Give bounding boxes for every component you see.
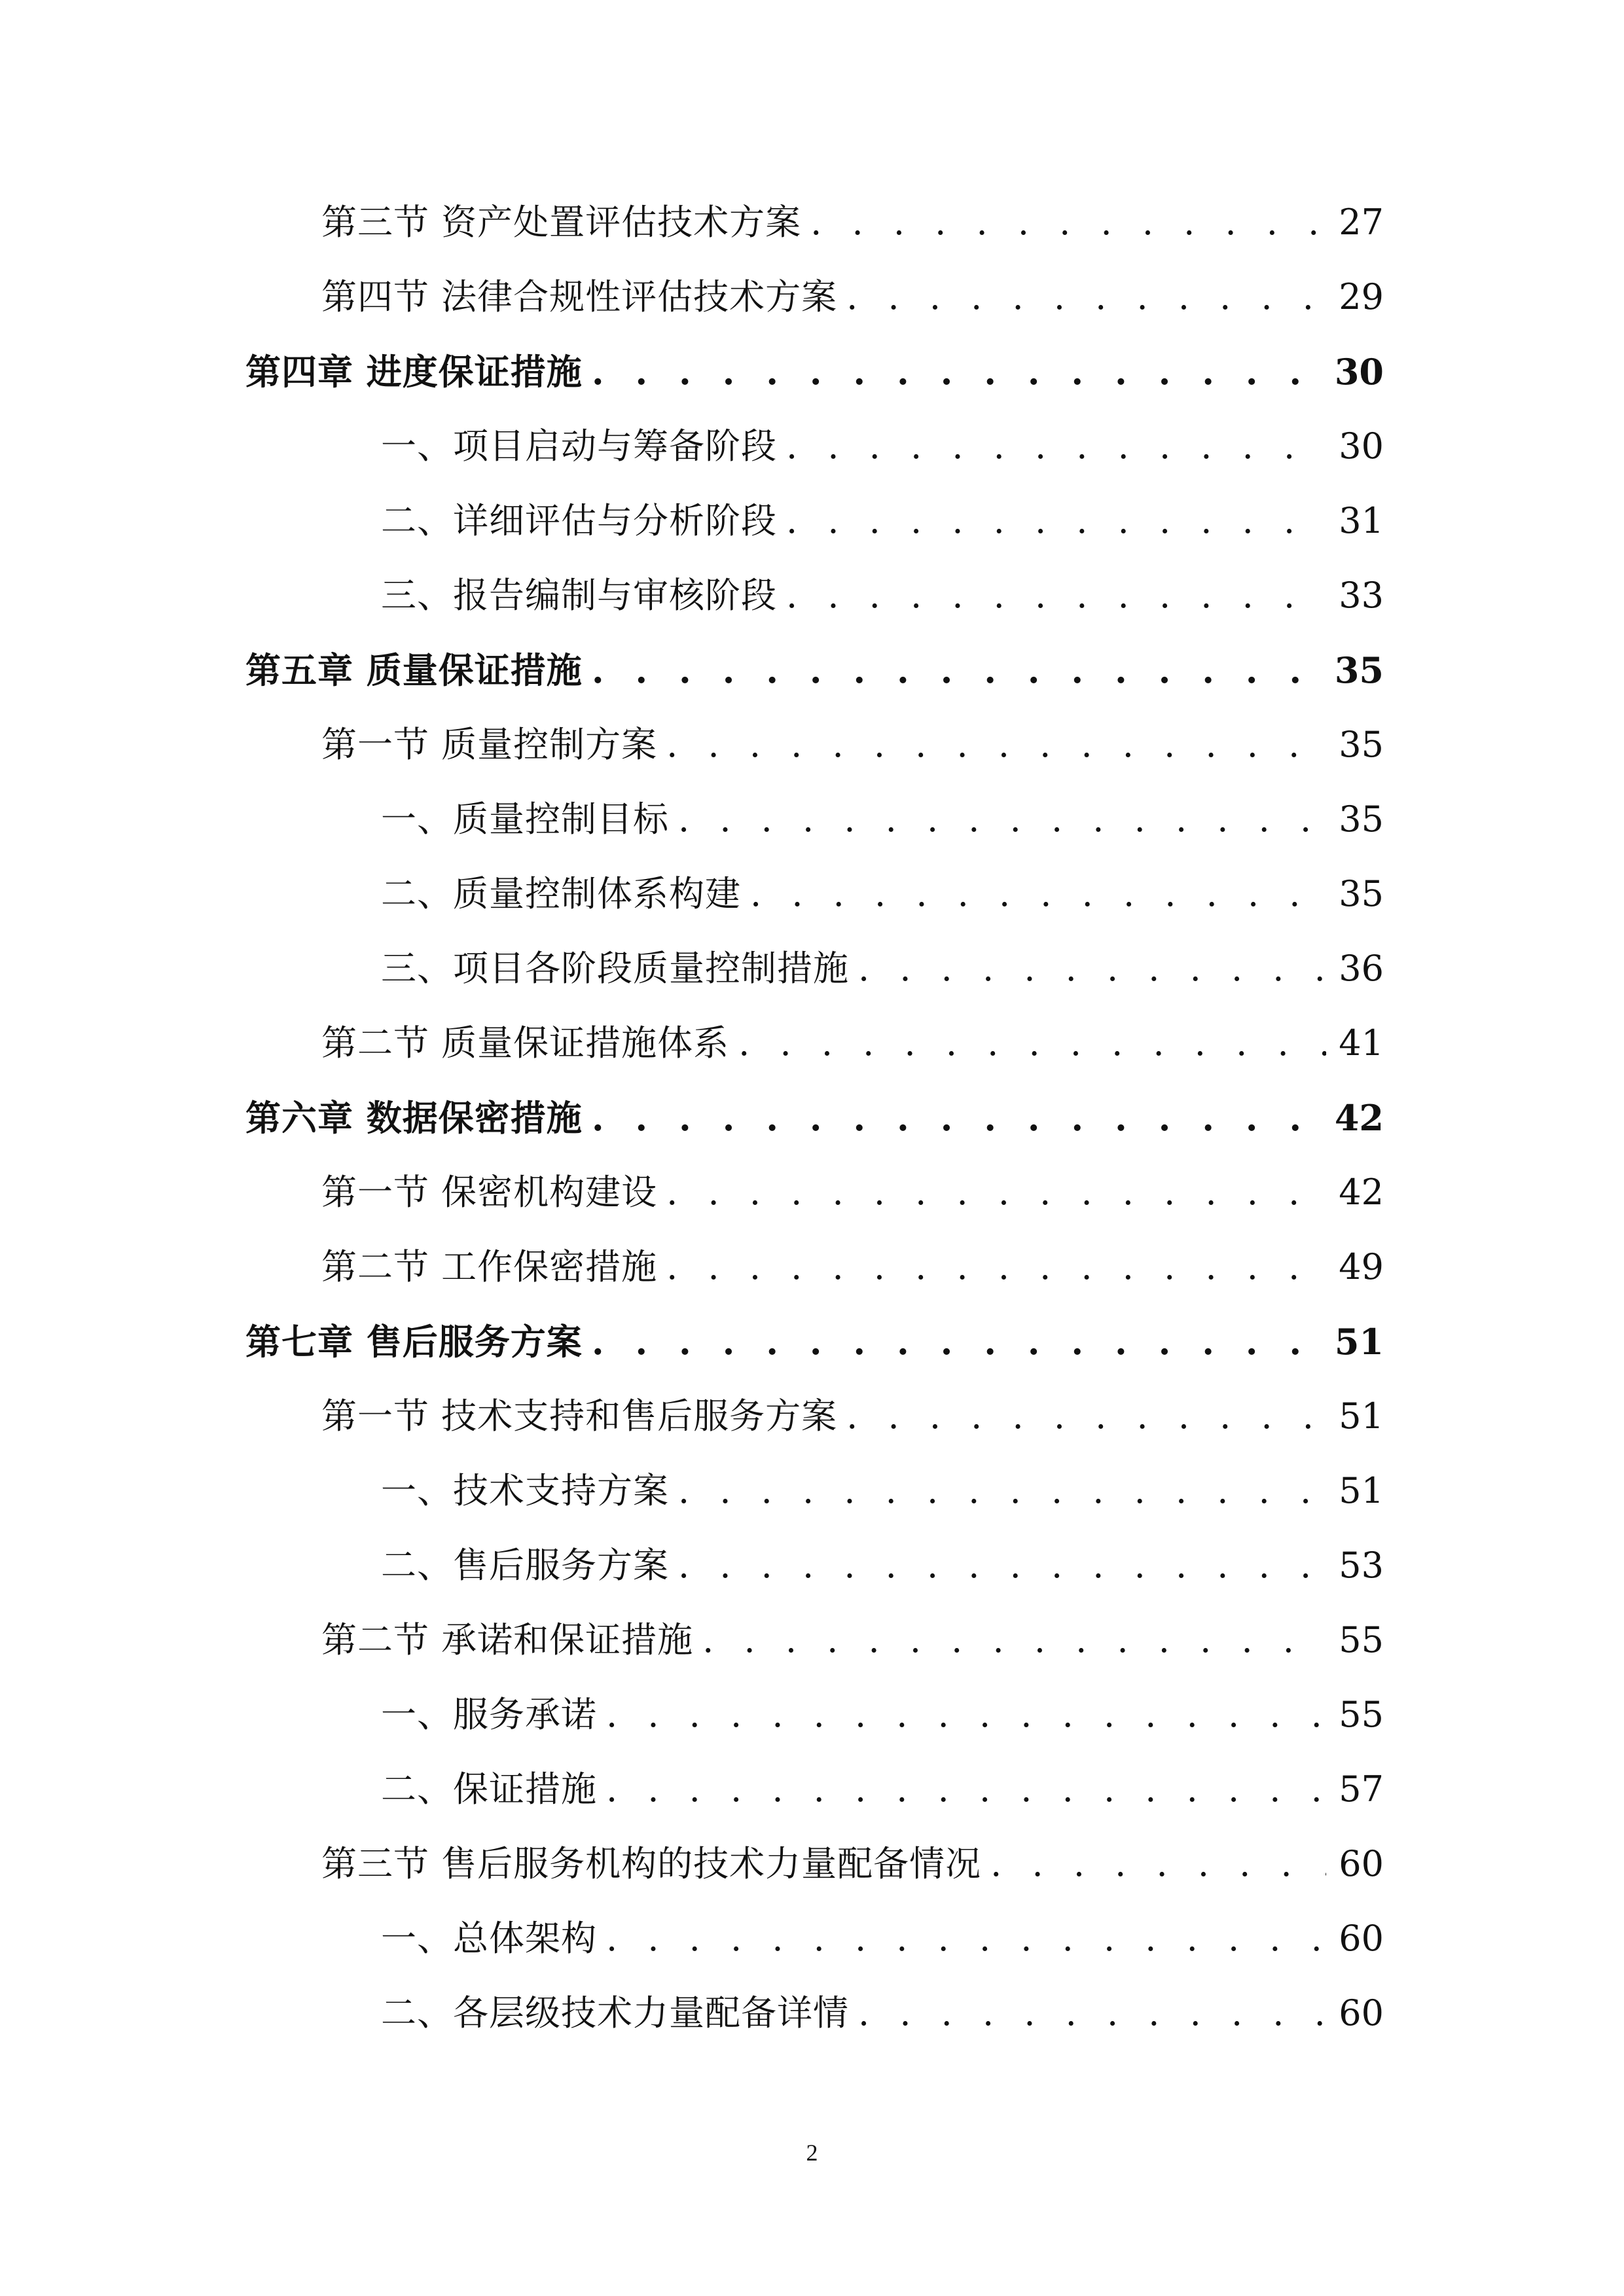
toc-entry-page: 51: [1339, 1470, 1384, 1511]
toc-entry-label: 一、项目启动与筹备阶段: [381, 425, 777, 467]
toc-leader-dots: [592, 342, 1323, 401]
toc-entry[interactable]: [321, 1238, 1384, 1297]
toc-leader-dots: [592, 1312, 1323, 1371]
toc-entry-label: 三、报告编制与审核阶段: [381, 575, 777, 616]
toc-entry-label: 第三节 资产处置评估技术方案: [321, 202, 802, 243]
toc-entry-page: 36: [1339, 948, 1384, 989]
toc-entry-page: 51: [1339, 1395, 1384, 1437]
toc-entry[interactable]: [381, 1909, 1384, 1968]
toc-entry-page: 30: [1334, 351, 1384, 393]
toc-entry-page: 35: [1339, 873, 1384, 914]
toc-entry[interactable]: [245, 641, 1384, 700]
toc-entry-page: 30: [1339, 425, 1384, 467]
toc-entry-page: 27: [1339, 202, 1384, 243]
toc-entry-label: 二、质量控制体系构建: [381, 873, 741, 914]
toc-entry-page: 35: [1339, 798, 1384, 840]
toc-entry-page: 42: [1334, 1097, 1384, 1139]
toc-leader-dots: [846, 1387, 1326, 1446]
toc-entry[interactable]: [245, 342, 1384, 401]
toc-entry-page: 60: [1339, 1992, 1384, 2034]
toc-leader-dots: [666, 715, 1326, 774]
toc-entry-page: 33: [1339, 575, 1384, 616]
toc-entry[interactable]: [321, 268, 1384, 327]
toc-leader-dots: [786, 566, 1326, 625]
toc-entry-label: 一、技术支持方案: [381, 1470, 669, 1511]
toc-entry-page: 60: [1339, 1918, 1384, 1959]
toc-entry-label: 第一节 质量控制方案: [321, 724, 658, 765]
toc-entry-label: 第二节 质量保证措施体系: [321, 1022, 730, 1064]
toc-entry-page: 57: [1339, 1768, 1384, 1810]
toc-entry[interactable]: [321, 193, 1384, 252]
toc-entry[interactable]: [321, 1163, 1384, 1222]
toc-leader-dots: [738, 1014, 1326, 1073]
toc-entry-label: 第一节 技术支持和售后服务方案: [321, 1395, 838, 1437]
toc-entry[interactable]: [381, 1685, 1384, 1744]
toc-entry[interactable]: [321, 1014, 1384, 1073]
toc-leader-dots: [858, 939, 1326, 998]
toc-entry-label: 第二节 工作保密措施: [321, 1246, 658, 1287]
toc-entry-label: 一、质量控制目标: [381, 798, 669, 840]
toc-entry[interactable]: [381, 492, 1384, 550]
toc-entry[interactable]: [381, 417, 1384, 476]
toc-entry-page: 31: [1339, 500, 1384, 541]
toc-leader-dots: [666, 1163, 1326, 1222]
toc-entry[interactable]: [321, 1611, 1384, 1670]
toc-entry-label: 二、保证措施: [381, 1768, 597, 1810]
toc-entry-label: 一、服务承诺: [381, 1694, 597, 1735]
toc-entry-page: 55: [1339, 1619, 1384, 1660]
toc-entry-label: 第七章 售后服务方案: [245, 1321, 583, 1363]
toc-leader-dots: [750, 865, 1326, 924]
toc-leader-dots: [606, 1685, 1326, 1744]
toc-leader-dots: [846, 268, 1326, 327]
toc-entry-page: 35: [1334, 649, 1384, 691]
toc-entry-page: 60: [1339, 1843, 1384, 1884]
toc-entry[interactable]: [381, 566, 1384, 625]
toc-entry-label: 第四章 进度保证措施: [245, 351, 583, 393]
toc-leader-dots: [592, 1088, 1323, 1147]
toc-entry[interactable]: [381, 865, 1384, 924]
toc-leader-dots: [666, 1238, 1326, 1297]
toc-entry-page: 41: [1339, 1022, 1384, 1064]
toc-leader-dots: [678, 790, 1326, 849]
toc-entry[interactable]: [381, 1462, 1384, 1520]
toc-entry[interactable]: [381, 1760, 1384, 1819]
toc-entry[interactable]: [245, 1312, 1384, 1371]
toc-entry[interactable]: [245, 1088, 1384, 1147]
toc-entry-page: 29: [1339, 276, 1384, 317]
toc-entry-label: 三、项目各阶段质量控制措施: [381, 948, 849, 989]
toc-entry-label: 第四节 法律合规性评估技术方案: [321, 276, 838, 317]
toc-entry-label: 第二节 承诺和保证措施: [321, 1619, 694, 1660]
toc-entry[interactable]: [381, 790, 1384, 849]
toc-entry-page: 49: [1339, 1246, 1384, 1287]
toc-leader-dots: [786, 492, 1326, 550]
toc-entry[interactable]: [321, 715, 1384, 774]
toc-leader-dots: [858, 1984, 1326, 2043]
toc-entry[interactable]: [321, 1387, 1384, 1446]
toc-leader-dots: [990, 1835, 1326, 1893]
toc-leader-dots: [702, 1611, 1326, 1670]
toc-leader-dots: [678, 1462, 1326, 1520]
toc-entry-label: 第一节 保密机构建设: [321, 1172, 658, 1213]
toc-entry[interactable]: [381, 1536, 1384, 1595]
toc-leader-dots: [810, 193, 1326, 252]
toc-entry[interactable]: [381, 1984, 1384, 2043]
page-number: 2: [806, 2140, 818, 2166]
toc-entry-label: 一、总体架构: [381, 1918, 597, 1959]
toc-entry[interactable]: [381, 939, 1384, 998]
toc-leader-dots: [678, 1536, 1326, 1595]
toc-leader-dots: [592, 641, 1323, 700]
toc-entry-label: 第三节 售后服务机构的技术力量配备情况: [321, 1843, 982, 1884]
toc-entry-page: 51: [1334, 1321, 1384, 1363]
toc-entry-label: 二、各层级技术力量配备详情: [381, 1992, 849, 2034]
toc-entry-page: 35: [1339, 724, 1384, 765]
toc-entry-label: 第五章 质量保证措施: [245, 649, 583, 691]
toc-entry-page: 53: [1339, 1545, 1384, 1586]
toc-entry[interactable]: [321, 1835, 1384, 1893]
toc-entry-label: 二、售后服务方案: [381, 1545, 669, 1586]
toc-entry-label: 第六章 数据保密措施: [245, 1097, 583, 1139]
toc-entry-label: 二、详细评估与分析阶段: [381, 500, 777, 541]
toc-entry-page: 42: [1339, 1172, 1384, 1213]
toc-leader-dots: [606, 1909, 1326, 1968]
toc-entry-page: 55: [1339, 1694, 1384, 1735]
toc-leader-dots: [786, 417, 1326, 476]
toc-leader-dots: [606, 1760, 1326, 1819]
